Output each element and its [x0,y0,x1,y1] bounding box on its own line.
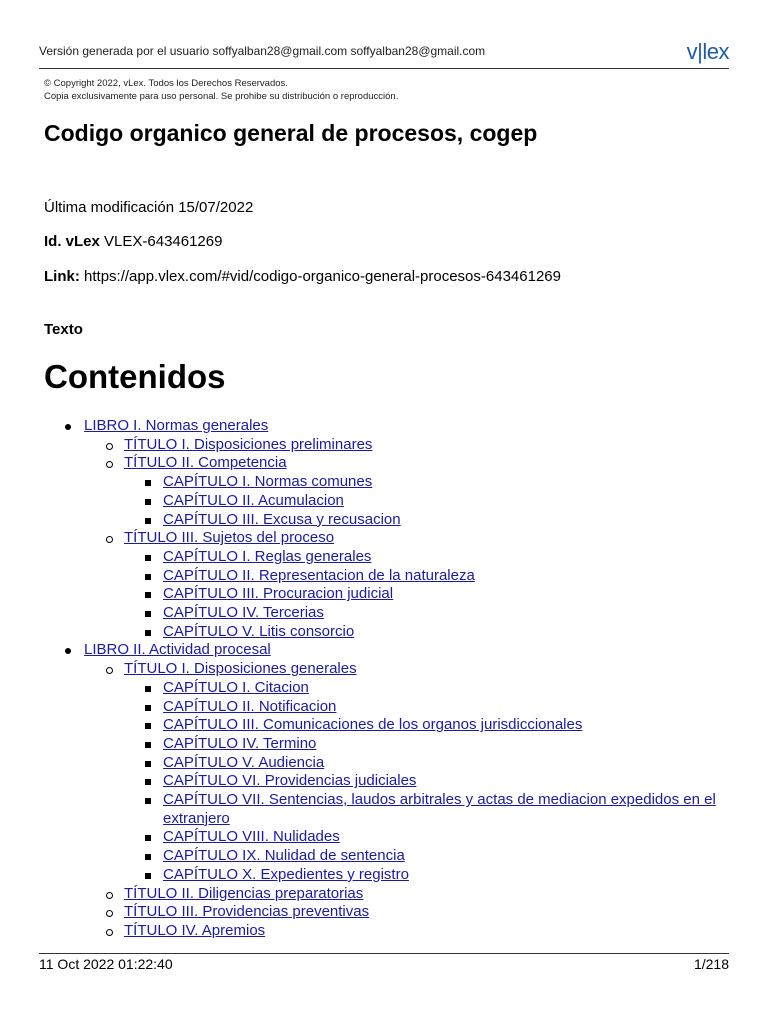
toc-item [44,885,724,904]
bullet-icon [145,630,151,636]
table-of-contents [44,417,724,941]
toc-item [44,585,724,604]
toc-link[interactable]: CAPÍTULO III. Comunicaciones de los organos jurisdiccionales [163,716,583,734]
toc-item [44,772,724,791]
contents-heading: Contenidos [44,358,226,395]
toc-link[interactable]: LIBRO II. Actividad procesal [84,641,271,659]
toc-item [44,567,724,586]
toc-item [44,660,724,679]
toc-item [44,623,724,642]
logo-v: v [686,39,698,64]
footer-divider [39,953,729,954]
bullet-icon [145,518,151,524]
bullet-icon [106,667,113,674]
toc-item [44,529,724,548]
bullet-icon [145,761,151,767]
toc-item [44,791,724,828]
bullet-icon [145,798,151,804]
toc-link[interactable]: CAPÍTULO I. Citacion [163,678,309,696]
toc-item [44,922,724,941]
document-title: Codigo organico general de procesos, cogep [44,120,538,146]
bullet-icon [106,443,113,450]
bullet-icon [145,499,151,505]
toc-link[interactable]: TÍTULO II. Competencia [124,454,287,472]
bullet-icon [106,461,113,468]
bullet-icon [145,611,151,617]
toc-link[interactable]: CAPÍTULO VII. Sentencias, laudos arbitrales y actas de mediacion expedidos en el extranjero [163,791,716,827]
toc-link[interactable]: CAPÍTULO II. Acumulacion [163,491,344,509]
toc-item [44,866,724,885]
footer-timestamp: 11 Oct 2022 01:22:40 [39,956,173,972]
toc-link[interactable]: CAPÍTULO VI. Providencias judiciales [163,772,417,790]
toc-item [44,511,724,530]
toc-item [44,473,724,492]
toc-item [44,454,724,473]
bullet-icon [65,424,71,430]
section-label-texto: Texto [44,321,83,338]
generated-by-text: Versión generada por el usuario soffyalban28@gmail.com soffyalban28@gmail.com [39,44,486,58]
bullet-icon [145,480,151,486]
bullet-icon [106,892,113,899]
toc-item [44,828,724,847]
bullet-icon [145,592,151,598]
bullet-icon [106,536,113,543]
bullet-icon [145,873,151,879]
link-value[interactable]: https://app.vlex.com/#vid/codigo-organico-general-procesos-643461269 [79,268,561,285]
toc-item [44,679,724,698]
toc-item [44,716,724,735]
toc-item [44,754,724,773]
toc-item [44,735,724,754]
toc-link[interactable]: CAPÍTULO I. Reglas generales [163,547,372,565]
vlex-logo [687,39,729,65]
bullet-icon [145,854,151,860]
toc-link[interactable]: CAPÍTULO II. Representacion de la naturaleza [163,566,475,584]
bullet-icon [145,779,151,785]
last-modified: Última modificación 15/07/2022 [44,199,254,216]
toc-link[interactable]: CAPÍTULO III. Excusa y recusacion [163,510,401,528]
toc-link[interactable]: CAPÍTULO IV. Termino [163,734,317,752]
bullet-icon [145,574,151,580]
bullet-icon [145,555,151,561]
toc-item [44,698,724,717]
toc-item [44,641,724,660]
toc-item [44,847,724,866]
logo-separator: | [697,39,703,64]
bullet-icon [106,910,113,917]
page-number: 1/218 [693,956,729,972]
toc-link[interactable]: TÍTULO III. Sujetos del proceso [124,529,335,547]
bullet-icon [145,835,151,841]
toc-link[interactable]: TÍTULO III. Providencias preventivas [124,903,370,921]
toc-list [44,417,724,941]
bullet-icon [145,723,151,729]
copyright-line-1: © Copyright 2022, vLex. Todos los Derechos Reservados. [44,78,288,89]
toc-link[interactable]: CAPÍTULO III. Procuracion judicial [163,585,394,603]
header-divider [39,68,729,69]
logo-lex: lex [702,39,729,64]
toc-link[interactable]: CAPÍTULO II. Notificacion [163,697,337,715]
toc-link[interactable]: CAPÍTULO VIII. Nulidades [163,828,340,846]
toc-link[interactable]: CAPÍTULO X. Expedientes y registro [163,865,409,883]
vlex-id-label: Id. vLex [44,233,100,250]
bullet-icon [65,648,71,654]
bullet-icon [106,929,113,936]
toc-link[interactable]: CAPÍTULO IX. Nulidad de sentencia [163,847,405,865]
bullet-icon [145,705,151,711]
toc-item [44,492,724,511]
toc-item [44,417,724,436]
toc-item [44,903,724,922]
bullet-icon [145,742,151,748]
toc-link[interactable]: TÍTULO I. Disposiciones preliminares [124,435,373,453]
toc-item [44,604,724,623]
toc-link[interactable]: CAPÍTULO V. Audiencia [163,753,325,771]
toc-link[interactable]: LIBRO I. Normas generales [84,417,269,434]
toc-item [44,548,724,567]
toc-link[interactable]: CAPÍTULO IV. Tercerias [163,604,324,622]
toc-link[interactable]: CAPÍTULO I. Normas comunes [163,473,373,491]
vlex-id-value: VLEX-643461269 [99,233,223,250]
link-line [44,268,561,285]
vlex-id-line [44,233,222,250]
toc-item [44,436,724,455]
link-label: Link: [44,268,80,285]
toc-link[interactable]: TÍTULO IV. Apremios [124,921,266,939]
toc-link[interactable]: TÍTULO I. Disposiciones generales [124,660,357,678]
copyright-notice [44,77,398,103]
copyright-line-2: Copia exclusivamente para uso personal. Se prohibe su distribución o reproducción. [44,91,399,102]
toc-link[interactable]: CAPÍTULO V. Litis consorcio [163,622,355,640]
toc-link[interactable]: TÍTULO II. Diligencias preparatorias [124,884,364,902]
bullet-icon [145,686,151,692]
